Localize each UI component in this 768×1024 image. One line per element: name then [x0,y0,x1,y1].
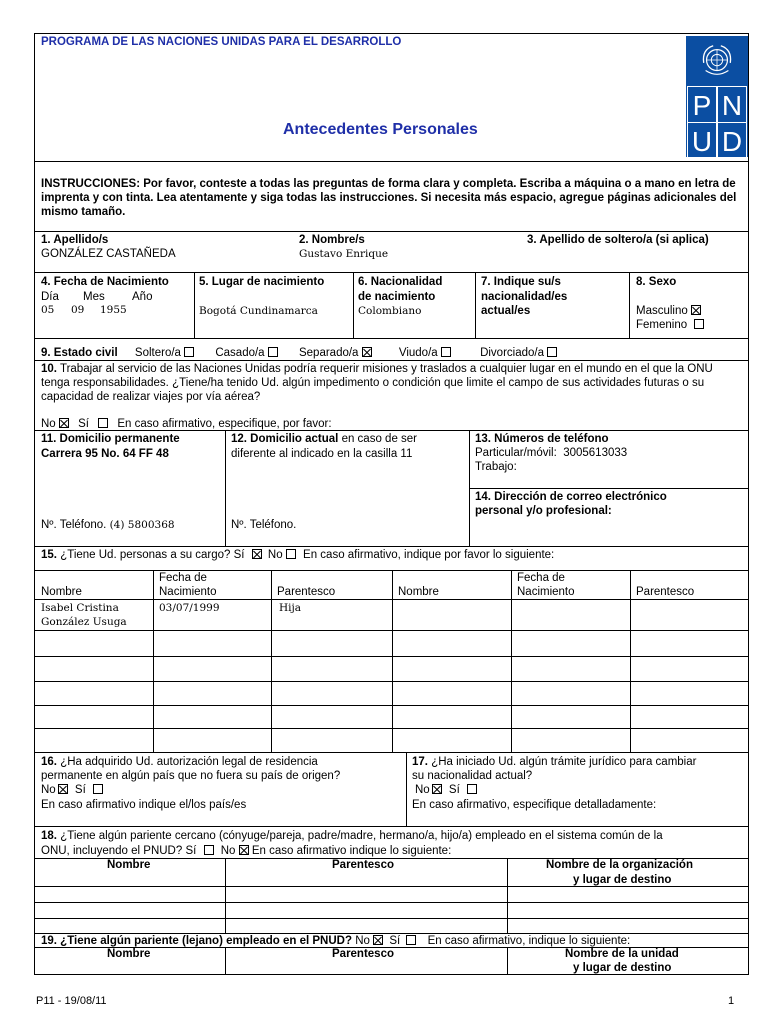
q12-label: 12. Domicilio actual en caso de ser [231,433,418,445]
separado-checkbox[interactable] [362,347,372,357]
q19-header-nombre: Nombre [107,948,151,960]
q7-label-3: actual/es [481,305,531,317]
q15-header-nombre-2: Nombre [398,586,439,598]
q19-question: 19. ¿Tiene algún pariente (lejano) empleado en el PNUD? No Sí En caso afirmativo, indique lo siguiente: [41,935,631,947]
q17-answer: No Sí [415,784,477,796]
q8-masculino: Masculino [636,305,701,317]
q10-si-checkbox[interactable] [98,418,108,428]
q17-si-checkbox[interactable] [467,784,477,794]
dependent-name[interactable]: Isabel Cristina [41,602,119,614]
soltero-checkbox[interactable] [184,347,194,357]
q15-header-fecha-4: Nacimiento [517,586,575,598]
q16-si-checkbox[interactable] [93,784,103,794]
q8-label: 8. Sexo [636,276,677,288]
q15-header-parentesco: Parentesco [277,586,336,598]
q17-no-checkbox[interactable] [432,784,442,794]
q17-question-2: su nacionalidad actual? [412,770,533,782]
q10-question: 10. Trabajar al servicio de las Naciones Unidas podría requerir misiones y traslados a cualquier lugar en el mundo en el que la ONU tenga responsabilidades. ¿Tiene/ha tenido Ud. algún impedimento o condición que limite el campo de sus actividades futuras o su capacidad de realizar viajes por vía aérea? [41,363,713,403]
q11-phone-value[interactable]: (4) 5800368 [109,519,175,531]
q17-tail: En caso afirmativo, especifique detalladamente: [412,799,657,811]
q4-anio: Año [132,291,153,303]
q19-si-checkbox[interactable] [406,935,416,945]
q16-answer: No Sí [41,784,103,796]
q13-mobile-value[interactable]: 3005613033 [563,447,628,459]
q4-dia: Día [41,291,59,303]
q10-no-checkbox[interactable] [59,418,69,428]
viudo-checkbox[interactable] [441,347,451,357]
q10-answer: No Sí En caso afirmativo, especifique, por favor: [41,418,332,430]
q4-mes: Mes [83,291,105,303]
q12-label-2: diferente al indicado en la casilla 11 [231,448,413,460]
org-name: PROGRAMA DE LAS NACIONES UNIDAS PARA EL DESARROLLO [41,36,402,48]
q13-mobile: Particular/móvil: 3005613033 [475,447,628,459]
logo-letter: U [687,122,717,159]
q11-phone: Nº. Teléfono. (4) 5800368 [41,519,175,531]
divorciado-checkbox[interactable] [547,347,557,357]
q16-tail: En caso afirmativo indique el/los país/es [41,799,247,811]
q17-question: 17. ¿Ha iniciado Ud. algún trámite jurídico para cambiar [412,756,697,768]
un-emblem-icon [698,42,736,80]
q2-label: 2. Nombre/s [299,234,365,246]
q3-label: 3. Apellido de soltero/a (si aplica) [527,234,709,246]
dependent-birthdate[interactable]: 03/07/1999 [159,602,220,614]
q19-header-parentesco: Parentesco [332,948,395,960]
casado-checkbox[interactable] [268,347,278,357]
q7-label: 7. Indique su/s [481,276,561,288]
page-number: 1 [728,995,735,1007]
q12-phone: Nº. Teléfono. [231,519,297,531]
q4-day-value[interactable]: 05 [41,304,55,316]
q1-label: 1. Apellido/s [41,234,109,246]
q18-question: 18. ¿Tiene algún pariente cercano (cónyuge/pareja, padre/madre, hermano/a, hijo/a) empleado en el sistema común de la [41,830,663,842]
q6-value[interactable]: Colombiano [358,305,422,317]
q18-question-2: ONU, incluyendo el PNUD? Sí No En caso afirmativo indique lo siguiente: [41,845,452,857]
q11-address-value[interactable]: Carrera 95 No. 64 FF 48 [41,448,169,460]
q15-si-checkbox[interactable] [252,549,262,559]
dependent-relation[interactable]: Hija [279,602,302,614]
form-code: P11 - 19/08/11 [36,995,107,1007]
q15-header-fecha: Fecha de [159,572,207,584]
q7-label-2: nacionalidad/es [481,291,568,303]
q5-value[interactable]: Bogotá Cundinamarca [199,305,318,317]
q4-label: 4. Fecha de Nacimiento [41,276,169,288]
q15-no-checkbox[interactable] [286,549,296,559]
logo-letter: D [717,122,747,159]
q14-label-2: personal y/o profesional: [475,505,612,517]
q16-question-2: permanente en algún país que no fuera su país de origen? [41,770,341,782]
q19-no-checkbox[interactable] [373,935,383,945]
p11-form [34,33,749,975]
q9-row: 9. Estado civil Soltero/a Casado/a Separado/a Viudo/a Divorciado/a [41,347,557,359]
q18-header-org: Nombre de la organización [546,859,693,871]
logo-letter: P [687,86,717,123]
masculino-checkbox[interactable] [691,305,701,315]
q18-header-parentesco: Parentesco [332,859,395,871]
q13-label: 13. Números de teléfono [475,433,609,445]
q5-label: 5. Lugar de nacimiento [199,276,325,288]
q6-label: 6. Nacionalidad [358,276,443,288]
dependent-name-2[interactable]: González Usuga [41,616,127,628]
instructions: INSTRUCCIONES: Por favor, conteste a todas las preguntas de forma clara y completa. Escriba a máquina o a mano en letra de imprenta y con tinta. Lea atentamente y siga todas las instrucciones. Si necesita más espacio, agregue páginas adicionales del mismo tamaño. [41,178,737,218]
q8-femenino: Femenino [636,319,704,331]
q11-label: 11. Domicilio permanente [41,433,180,445]
q16-question: 16. ¿Ha adquirido Ud. autorización legal de residencia [41,756,318,768]
q18-si-checkbox[interactable] [204,845,214,855]
femenino-checkbox[interactable] [694,319,704,329]
q1-surname-value[interactable]: GONZÁLEZ CASTAÑEDA [41,248,176,260]
q15-header-fecha-3: Fecha de [517,572,565,584]
q15-question: 15. ¿Tiene Ud. personas a su cargo? Sí No En caso afirmativo, indique por favor lo siguiente: [41,549,555,561]
q15-header-nombre: Nombre [41,586,82,598]
q18-header-org-2: y lugar de destino [573,874,672,886]
q19-header-unidad-2: y lugar de destino [573,962,672,974]
q2-name-value[interactable]: Gustavo Enrique [299,248,389,260]
form-title: Antecedentes Personales [283,121,478,138]
logo-letter: N [717,86,747,123]
q16-no-checkbox[interactable] [58,784,68,794]
q4-month-value[interactable]: 09 [71,304,85,316]
q15-header-fecha-2: Nacimiento [159,586,217,598]
q19-header-unidad: Nombre de la unidad [565,948,679,960]
q18-no-checkbox[interactable] [239,845,249,855]
q13-work: Trabajo: [475,461,517,473]
q6-label-2: de nacimiento [358,291,436,303]
q4-year-value[interactable]: 1955 [100,304,127,316]
q15-header-parentesco-2: Parentesco [636,586,695,598]
undp-logo [686,36,748,157]
q14-label: 14. Dirección de correo electrónico [475,491,667,503]
q18-header-nombre: Nombre [107,859,151,871]
